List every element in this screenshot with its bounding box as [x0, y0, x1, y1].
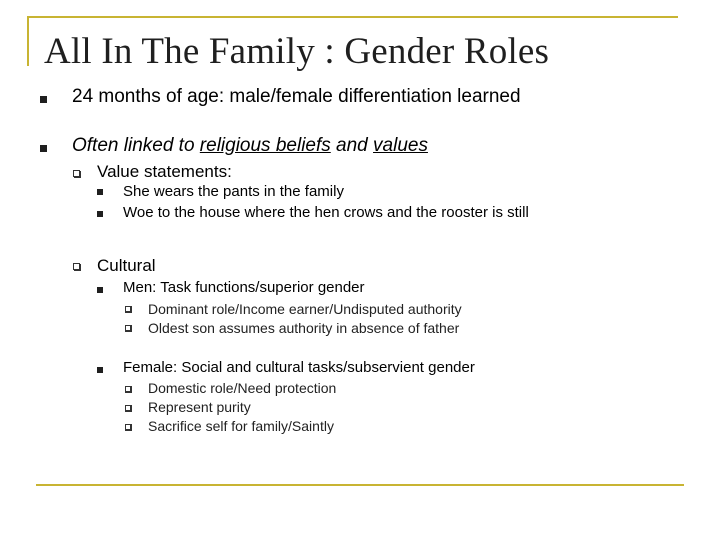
text-often-linked: Often linked to	[72, 135, 200, 156]
female-item: Sacrifice self for family/Saintly	[148, 418, 334, 434]
men-heading: Men: Task functions/superior gender	[123, 279, 365, 296]
bullet-often-linked	[72, 135, 428, 157]
text-and: and	[330, 135, 374, 156]
hollow-square-bullet-icon	[125, 424, 131, 430]
female-item: Domestic role/Need protection	[148, 380, 337, 396]
men-item: Oldest son assumes authority in absence of father	[148, 320, 460, 336]
top-rule	[27, 16, 678, 18]
value-statements-heading: Value statements:	[97, 162, 232, 181]
men-item: Dominant role/Income earner/Undisputed authority	[148, 301, 462, 317]
left-rule	[27, 16, 29, 66]
hollow-square-bullet-icon	[73, 263, 80, 270]
value-statement-item: She wears the pants in the family	[123, 183, 344, 200]
hollow-square-bullet-icon	[125, 386, 131, 392]
square-bullet-icon	[40, 145, 47, 152]
text-values: values	[373, 135, 428, 156]
square-bullet-icon	[97, 367, 103, 373]
value-statement-item: Woe to the house where the hen crows and the rooster is still	[123, 204, 529, 221]
text-religious-beliefs: religious beliefs	[199, 135, 331, 156]
cultural-heading: Cultural	[97, 256, 156, 275]
bullet-age: 24 months of age: male/female differentiation learned	[72, 86, 521, 107]
hollow-square-bullet-icon	[125, 405, 131, 411]
square-bullet-icon	[40, 96, 47, 103]
hollow-square-bullet-icon	[73, 170, 80, 177]
female-item: Represent purity	[148, 399, 251, 415]
hollow-square-bullet-icon	[125, 306, 131, 312]
slide-title: All In The Family : Gender Roles	[44, 31, 550, 72]
bottom-rule	[36, 484, 684, 486]
square-bullet-icon	[97, 287, 103, 293]
square-bullet-icon	[97, 189, 103, 195]
hollow-square-bullet-icon	[125, 325, 131, 331]
female-heading: Female: Social and cultural tasks/subservient gender	[123, 359, 475, 376]
square-bullet-icon	[97, 211, 103, 217]
